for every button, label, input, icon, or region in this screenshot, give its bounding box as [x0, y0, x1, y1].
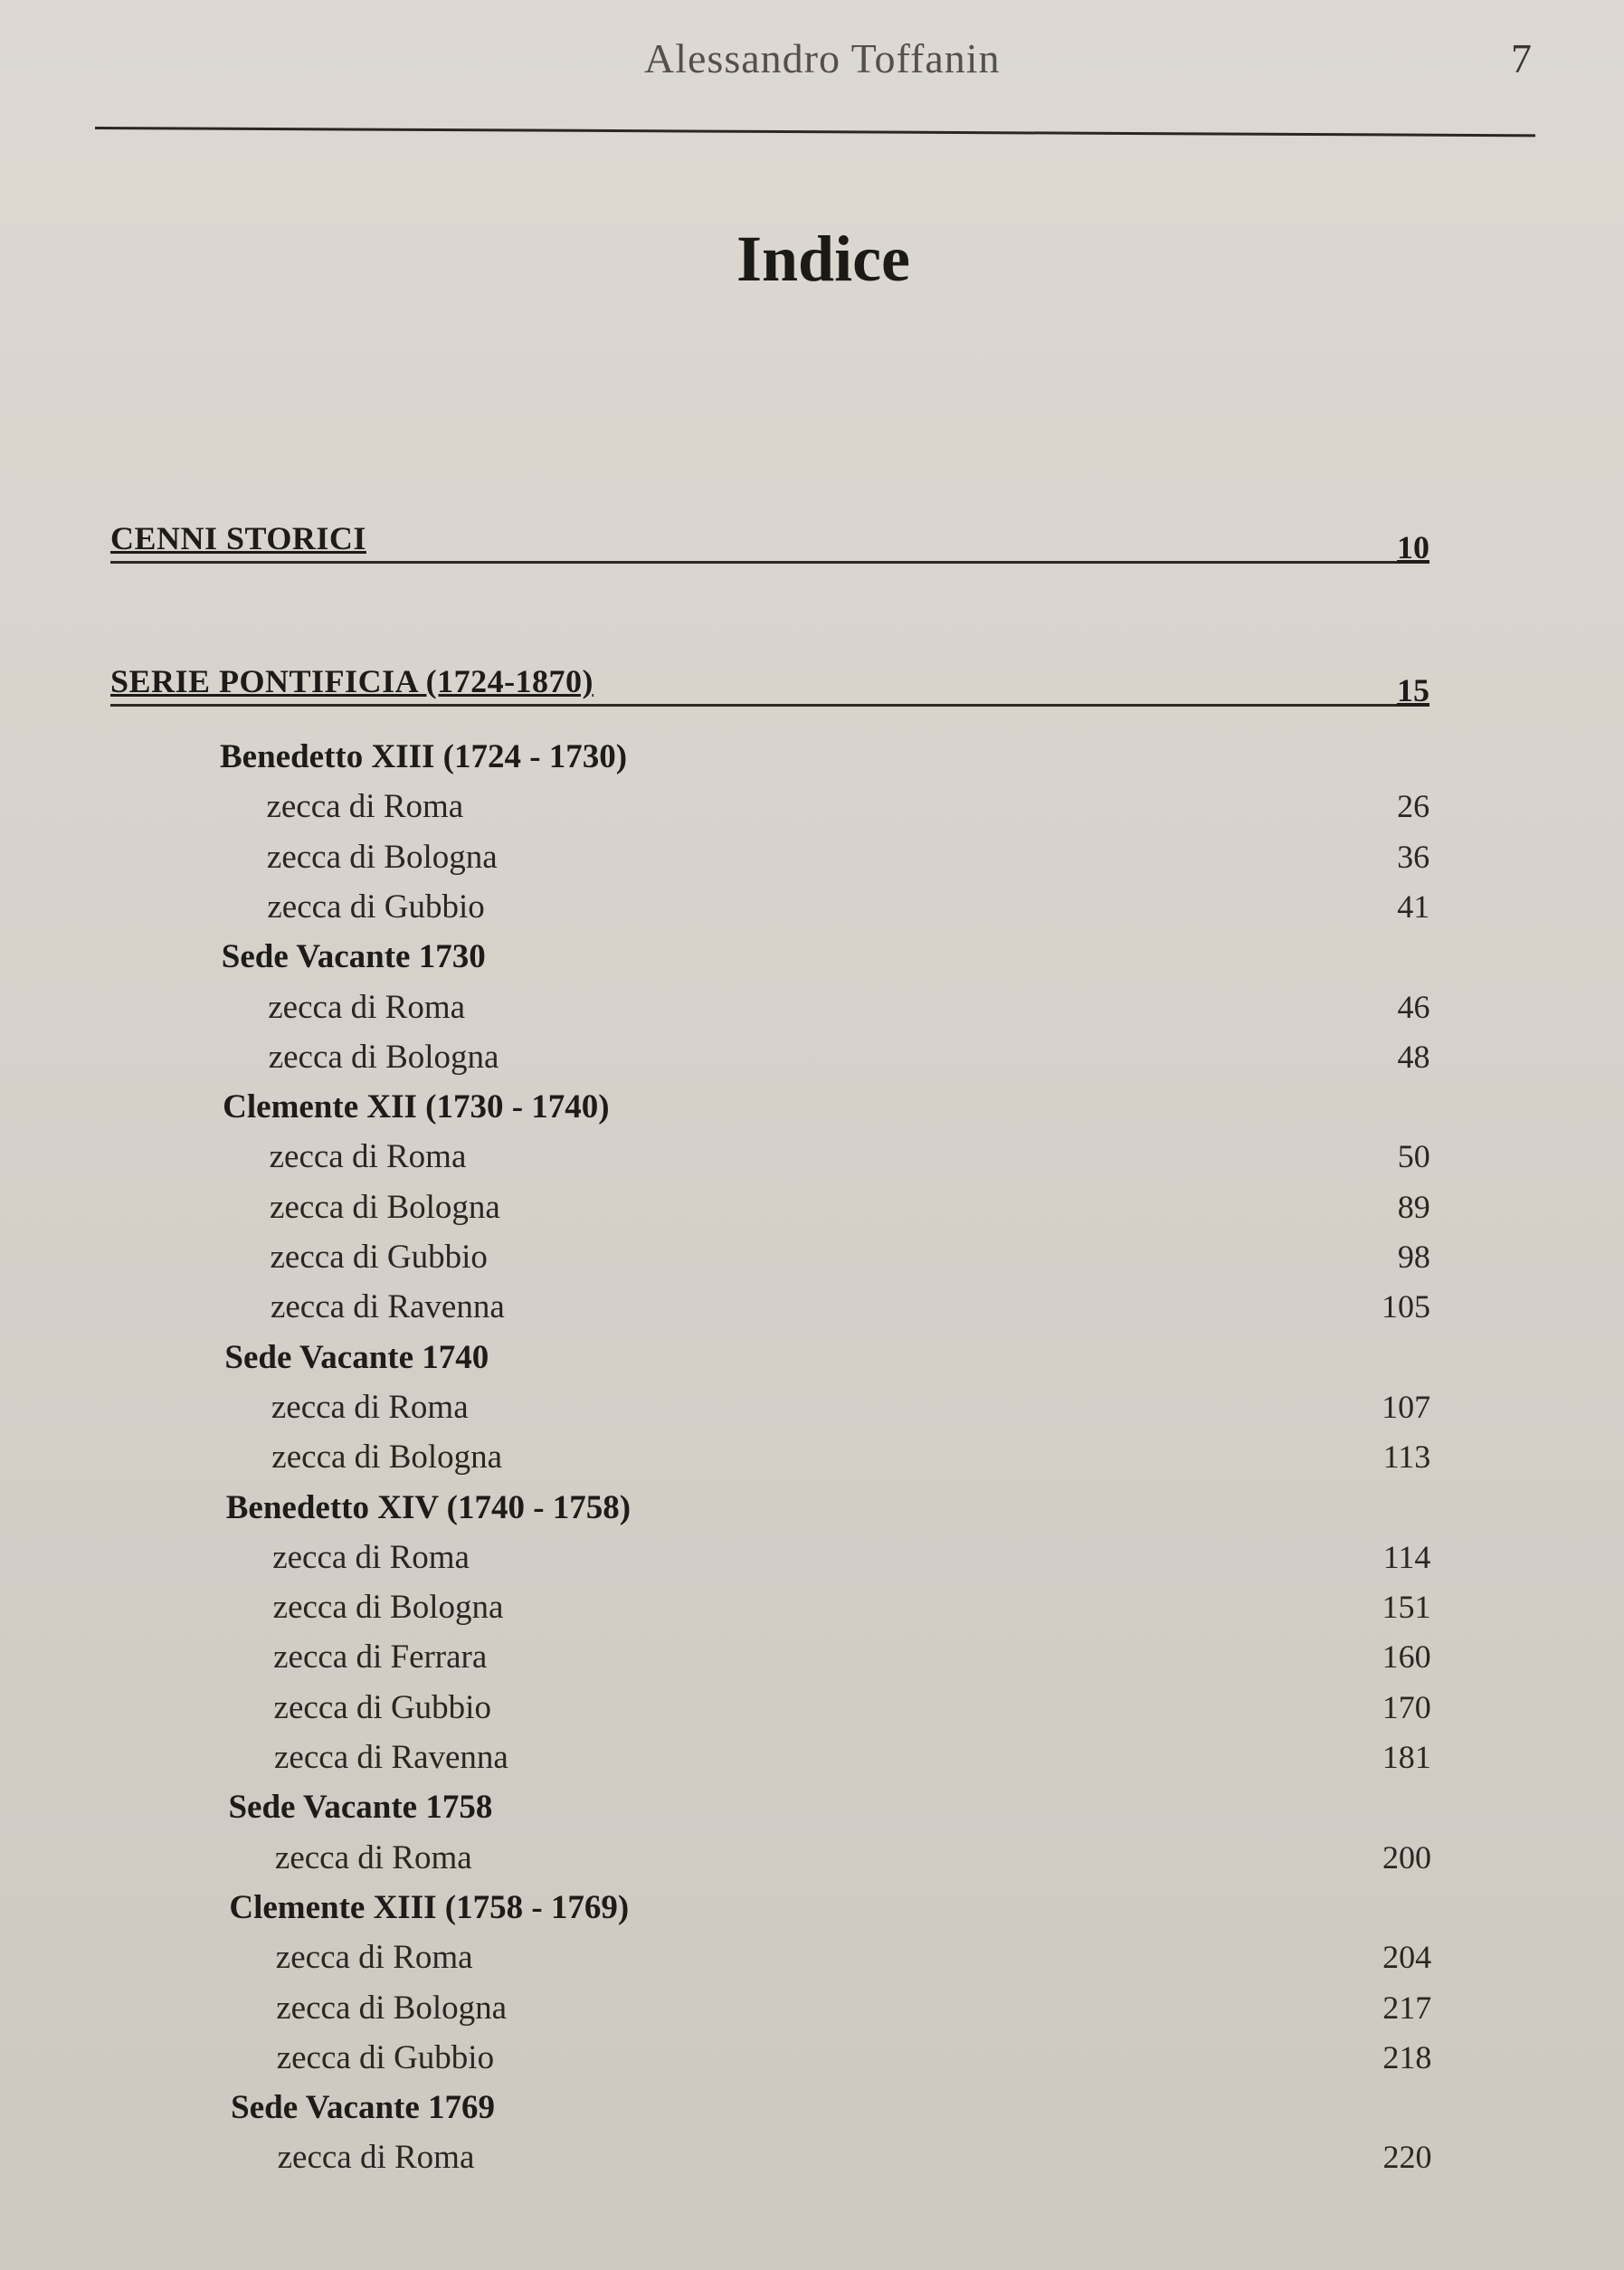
entry-heading: Clemente XIII (1758 - 1769): [229, 1888, 630, 1926]
entry-label: zecca di Roma: [266, 788, 464, 826]
entry-page-number: 50: [1397, 1138, 1430, 1175]
section-page: 15: [1397, 672, 1429, 708]
index-entry-row: [0, 1137, 1624, 1188]
index-entry-row: [0, 1238, 1624, 1288]
running-head: [0, 34, 1624, 89]
section-label: CENNI STORICI: [110, 520, 366, 556]
entry-page-number: 181: [1382, 1739, 1431, 1775]
index-entry-row: [0, 1838, 1624, 1889]
section-cenni-storici: [110, 516, 1429, 564]
entry-heading: Sede Vacante 1740: [224, 1338, 489, 1376]
index-entry-row: [0, 1388, 1624, 1439]
index-heading-row: [0, 737, 1624, 788]
entry-label: zecca di Bologna: [270, 1188, 500, 1226]
index-entry-row: [0, 988, 1624, 1039]
index-entry-row: [0, 838, 1624, 888]
entry-page-number: 204: [1382, 1939, 1432, 1976]
entry-label: zecca di Ravenna: [270, 1288, 505, 1326]
index-entry-row: [0, 1688, 1624, 1739]
entry-label: zecca di Roma: [271, 1388, 469, 1426]
entry-page-number: 48: [1397, 1038, 1430, 1075]
index-heading-row: [0, 1338, 1624, 1389]
entry-label: zecca di Bologna: [272, 1589, 504, 1627]
entry-page-number: 218: [1382, 2038, 1432, 2075]
entry-page-number: 46: [1397, 988, 1430, 1025]
index-entry-row: [0, 1638, 1624, 1688]
index-entry-row: [0, 1938, 1624, 1989]
entry-label: zecca di Bologna: [276, 1989, 508, 2027]
index-heading-row: [0, 2088, 1624, 2139]
section-serie-pontificia: [110, 659, 1429, 707]
entry-page-number: 89: [1397, 1188, 1430, 1225]
entry-label: zecca di Bologna: [268, 1038, 499, 1076]
entry-heading: Benedetto XIII (1724 - 1730): [220, 738, 628, 775]
entry-page-number: 200: [1382, 1838, 1431, 1876]
entry-label: zecca di Bologna: [266, 838, 498, 876]
section-page: 10: [1397, 529, 1429, 565]
section-label: SERIE PONTIFICIA (1724-1870): [110, 663, 594, 699]
index-heading-row: [0, 1488, 1624, 1539]
entry-label: zecca di Roma: [269, 1138, 467, 1176]
entry-page-number: 151: [1382, 1589, 1431, 1626]
index-heading-row: [0, 937, 1624, 988]
index-entry-row: [0, 2138, 1624, 2189]
entry-label: zecca di Gubbio: [273, 1688, 491, 1726]
index-entry-row: [0, 1989, 1624, 2039]
page-number: 7: [1511, 35, 1532, 81]
entry-label: zecca di Gubbio: [270, 1239, 488, 1276]
index-entry-row: [0, 1438, 1624, 1488]
index-title: Indice: [736, 223, 911, 295]
entry-label: zecca di Roma: [275, 1939, 473, 1977]
entry-label: zecca di Ravenna: [274, 1739, 508, 1776]
entry-page-number: 220: [1382, 2139, 1432, 2176]
running-head-author: Alessandro Toffanin: [644, 35, 1001, 81]
entry-heading: Sede Vacante 1769: [231, 2089, 496, 2127]
entry-label: zecca di Roma: [274, 1838, 472, 1876]
entry-heading: Sede Vacante 1758: [228, 1789, 493, 1827]
entry-heading: Benedetto XIV (1740 - 1758): [225, 1488, 632, 1526]
index-entry-row: [0, 1038, 1624, 1088]
entry-page-number: 98: [1397, 1239, 1430, 1275]
entry-label: zecca di Ferrara: [273, 1638, 488, 1676]
entry-page-number: 170: [1382, 1688, 1431, 1725]
entry-page-number: 217: [1382, 1989, 1432, 2026]
entry-page-number: 36: [1397, 838, 1430, 875]
entry-label: zecca di Gubbio: [276, 2038, 495, 2076]
index-entry-row: [0, 787, 1624, 838]
index-entry-row: [0, 1738, 1624, 1789]
entry-page-number: 41: [1397, 888, 1430, 925]
index-entry-row: [0, 1188, 1624, 1239]
index-entry-row: [0, 888, 1624, 938]
entry-page-number: 107: [1382, 1388, 1431, 1425]
entry-label: zecca di Roma: [268, 988, 466, 1026]
entry-page-number: 26: [1397, 788, 1430, 825]
index-entry-row: [0, 1588, 1624, 1638]
index-heading-row: [0, 1788, 1624, 1838]
entry-page-number: 114: [1382, 1538, 1431, 1575]
entry-page-number: 113: [1382, 1439, 1431, 1476]
index-heading-row: [0, 1888, 1624, 1939]
index-entry-row: [0, 1538, 1624, 1589]
entry-page-number: 105: [1381, 1288, 1430, 1325]
entry-heading: Clemente XII (1730 - 1740): [223, 1088, 610, 1126]
header-rule: [95, 127, 1535, 137]
index-heading-row: [0, 1088, 1624, 1138]
entry-label: zecca di Bologna: [271, 1439, 503, 1477]
index-entry-row: [0, 1287, 1624, 1338]
entry-page-number: 160: [1382, 1638, 1431, 1676]
entry-label: zecca di Roma: [272, 1538, 470, 1576]
entry-heading: Sede Vacante 1730: [221, 938, 486, 976]
index-entry-row: [0, 2038, 1624, 2089]
entry-label: zecca di Roma: [277, 2139, 475, 2177]
entry-label: zecca di Gubbio: [267, 888, 485, 926]
